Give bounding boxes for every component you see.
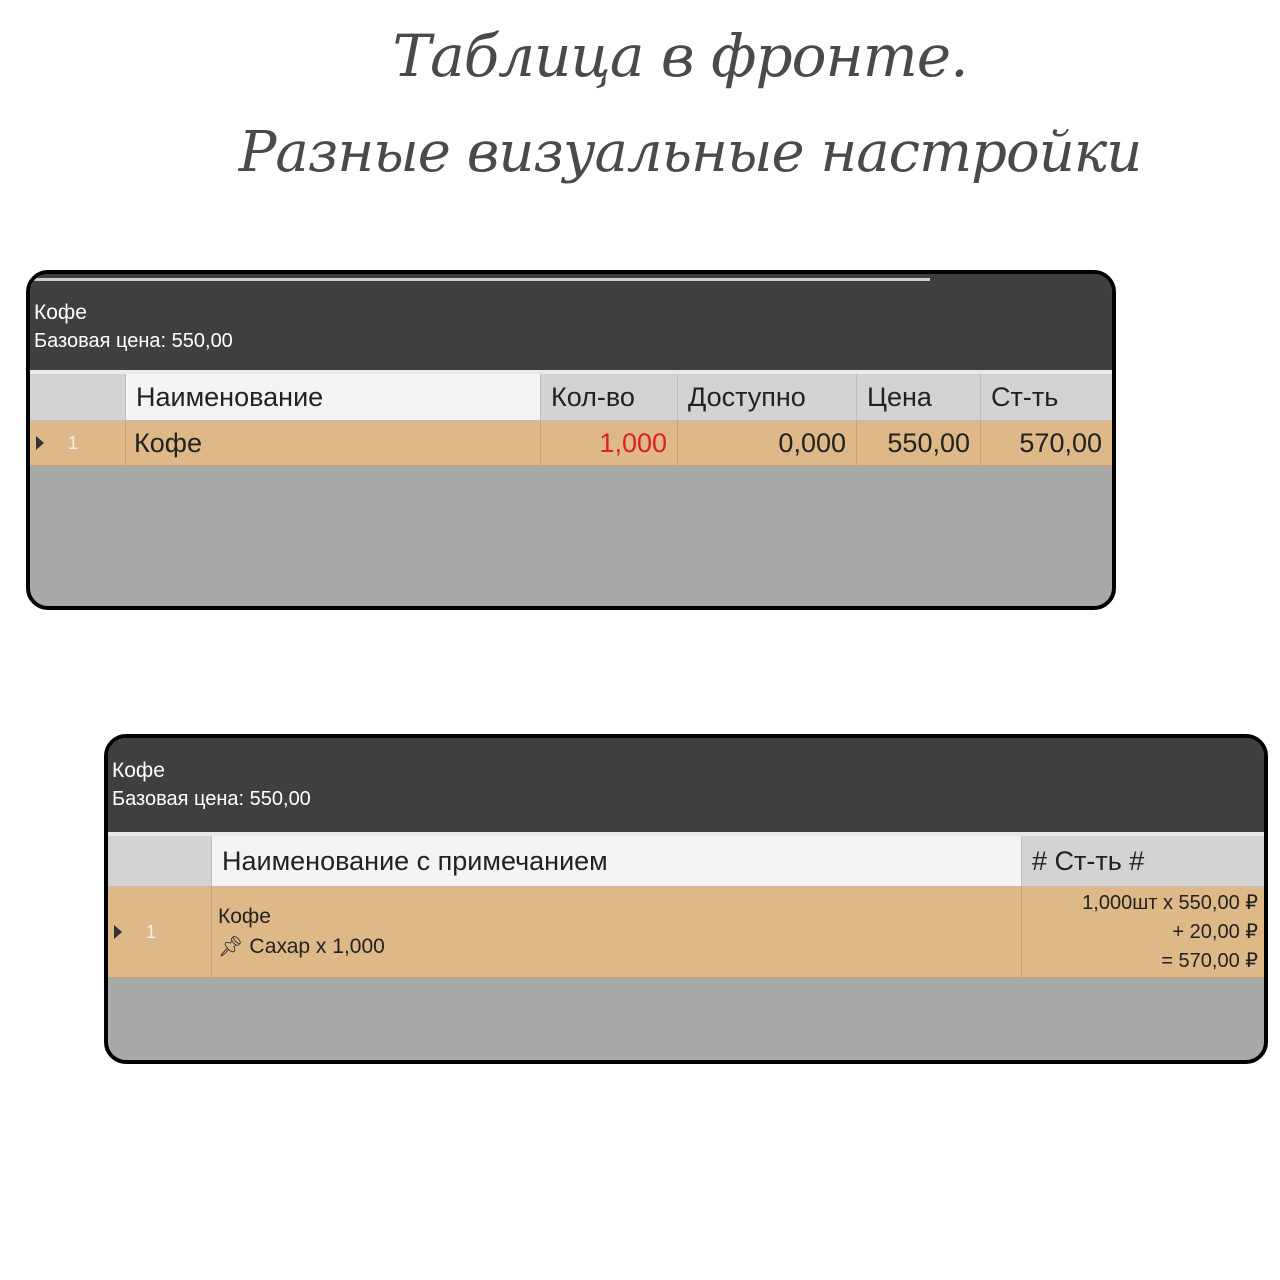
title-line-1: Таблица в фронте. xyxy=(392,22,968,90)
title-line-2: Разные визуальные настройки xyxy=(238,120,1142,185)
base-price-label: Базовая цена: 550,00 xyxy=(112,788,311,810)
item-name: Кофе xyxy=(218,905,271,928)
row-number: 1 xyxy=(68,432,79,453)
base-price-label: Базовая цена: 550,00 xyxy=(34,330,233,352)
pin-icon: 📌︎ xyxy=(218,936,244,958)
column-header-qty[interactable]: Кол-во xyxy=(541,374,678,420)
row-pointer-icon xyxy=(36,436,44,450)
item-info-header xyxy=(108,738,1264,832)
modifier-text: Сахар x 1,000 xyxy=(249,935,385,958)
cell-name: Кофе xyxy=(126,421,541,465)
cell-total-breakdown xyxy=(1022,887,1264,977)
calc-line-3: = 570,00 ₽ xyxy=(1161,949,1258,972)
column-header-indicator xyxy=(30,374,126,420)
calc-line-1: 1,000шт x 550,00 ₽ xyxy=(1082,891,1258,914)
column-header-available[interactable]: Доступно xyxy=(678,374,857,420)
column-header-total[interactable]: Ст-ть xyxy=(991,381,1059,412)
cell-qty[interactable]: 1,000 xyxy=(541,421,678,465)
column-header-name-with-note[interactable]: Наименование с примечанием xyxy=(212,836,1022,886)
cell-total: 570,00 xyxy=(1019,427,1102,458)
modifier-line xyxy=(218,932,385,962)
row-indicator xyxy=(108,887,212,977)
cell-price: 550,00 xyxy=(857,421,981,465)
column-header-name[interactable]: Наименование xyxy=(126,374,541,420)
divider-line xyxy=(30,278,930,281)
column-header-indicator xyxy=(108,836,212,886)
column-header-total[interactable]: # Ст-ть # xyxy=(1032,845,1145,876)
row-indicator xyxy=(30,421,126,465)
order-table-panel-standard xyxy=(26,270,1116,610)
table-row[interactable] xyxy=(108,887,1264,978)
cell-name-with-note xyxy=(212,887,1022,977)
item-info-header xyxy=(30,274,1112,370)
table-header xyxy=(108,836,1264,887)
row-number: 1 xyxy=(146,921,157,942)
table-row[interactable] xyxy=(30,421,1112,466)
column-header-price[interactable]: Цена xyxy=(857,374,981,420)
table-header xyxy=(30,374,1112,421)
cell-available: 0,000 xyxy=(678,421,857,465)
order-table-panel-notes xyxy=(104,734,1268,1064)
item-name-label: Кофе xyxy=(112,759,165,782)
calc-line-2: + 20,00 ₽ xyxy=(1172,920,1258,943)
row-pointer-icon xyxy=(114,925,122,939)
item-name-label: Кофе xyxy=(34,301,87,324)
